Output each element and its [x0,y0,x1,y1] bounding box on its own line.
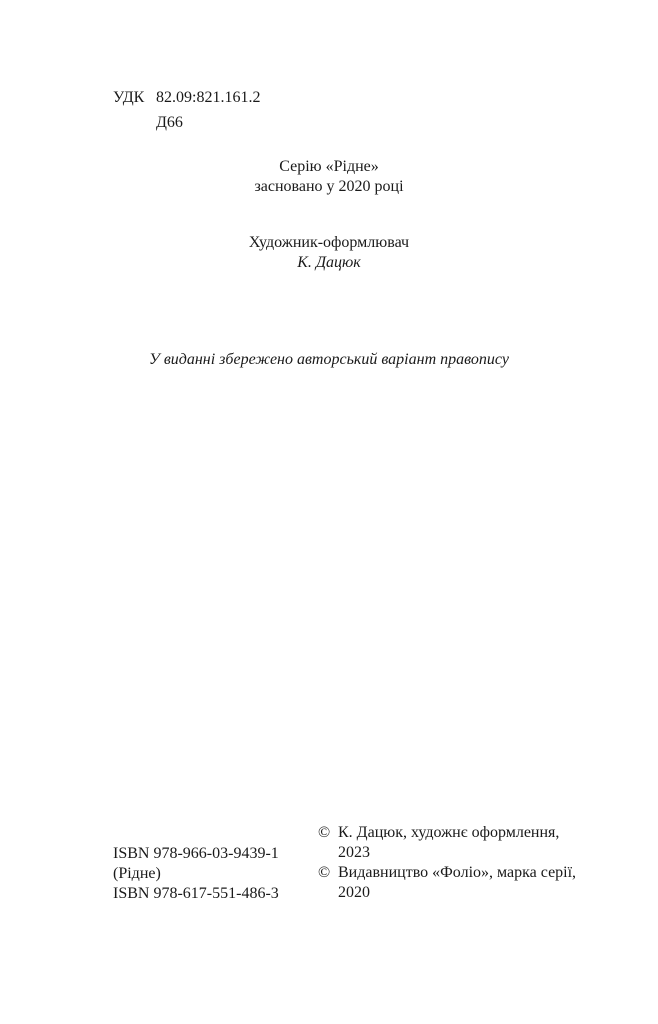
copyright-text-line-2: 2023 [338,844,370,861]
isbn-line-2: (Рідне) [113,865,161,882]
udk-label: УДК [113,89,145,106]
copyright-text-line-1: К. Дацюк, художнє оформлення, [338,824,560,841]
series-info [0,157,658,197]
copyright-text-line-2: 2020 [338,884,370,901]
isbn-block [113,844,279,904]
copyright-text [338,863,608,903]
copyright-entry [318,823,608,863]
copyright-symbol: © [318,864,331,881]
artist-name: К. Дацюк [297,254,361,271]
series-line-2: засновано у 2020 році [254,178,404,195]
spelling-notice: У виданні збережено авторський варіант правопису [149,351,509,368]
copyright-text [338,823,608,863]
author-mark: Д66 [156,114,183,131]
copyright-block [318,823,608,903]
isbn-line-3: ISBN 978-617-551-486-3 [113,885,279,902]
series-line-1: Серію «Рідне» [279,158,379,175]
artist-role: Художник-оформлювач [248,234,410,251]
copyright-entry [318,863,608,903]
copyright-text-line-1: Видавництво «Фоліо», марка серії, [338,864,577,881]
artist-credit [0,233,658,273]
isbn-line-1: ISBN 978-966-03-9439-1 [113,845,279,862]
copyright-symbol: © [318,824,331,841]
udk-code: 82.09:821.161.2 [156,89,261,106]
